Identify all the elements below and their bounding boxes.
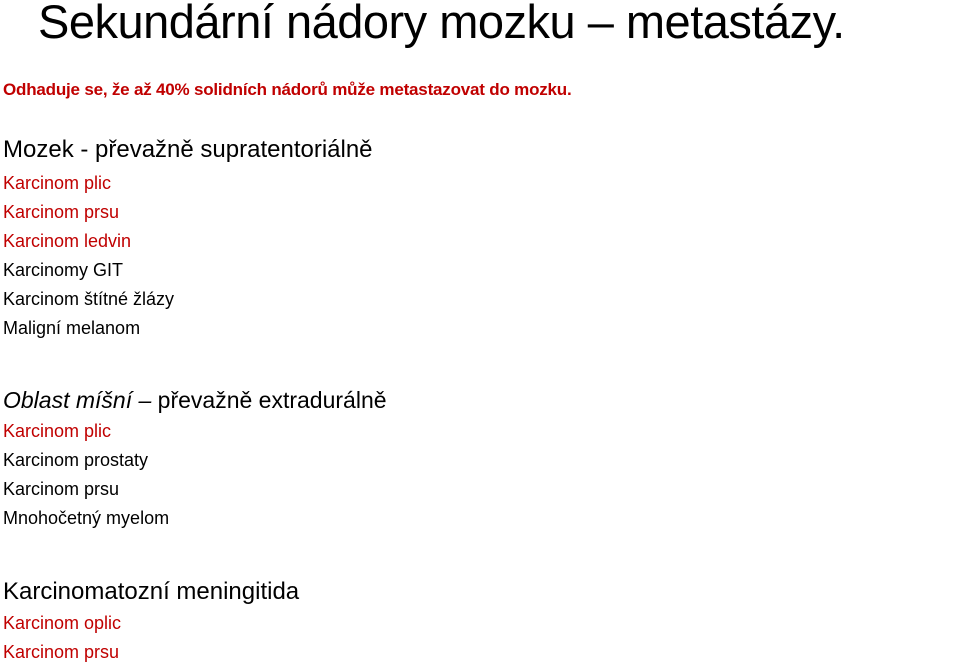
section-heading-spine-italic: Oblast míšní –	[3, 387, 158, 413]
section-heading-brain: Mozek - převažně supratentoriálně	[3, 136, 373, 163]
section-heading-meningitis: Karcinomatozní meningitida	[3, 578, 300, 605]
section-meningitis	[3, 576, 299, 667]
list-item: Maligní melanom	[3, 318, 141, 338]
list-item: Karcinomy GIT	[3, 260, 124, 280]
list-item: Karcinom štítné žlázy	[3, 289, 175, 309]
list-item: Karcinom plic	[3, 421, 112, 441]
slide-subtitle: Odhaduje se, že až 40% solidních nádorů může metastazovat do mozku.	[3, 80, 572, 99]
list-item: Karcinom prsu	[3, 202, 120, 222]
list-item: Karcinom prsu	[3, 479, 120, 499]
section-brain	[3, 134, 373, 343]
section-spine	[3, 384, 387, 533]
list-item: Karcinom plic	[3, 173, 112, 193]
slide-title: Sekundární nádory mozku – metastázy.	[38, 0, 845, 48]
section-heading-spine	[3, 384, 387, 416]
section-heading-spine-rest: převažně extradurálně	[157, 387, 387, 413]
list-item: Mnohočetný myelom	[3, 508, 170, 528]
list-item: Karcinom prostaty	[3, 450, 149, 470]
list-item: Karcinom ledvin	[3, 231, 132, 251]
list-item: Karcinom oplic	[3, 613, 122, 633]
list-item: Karcinom prsu	[3, 642, 120, 662]
